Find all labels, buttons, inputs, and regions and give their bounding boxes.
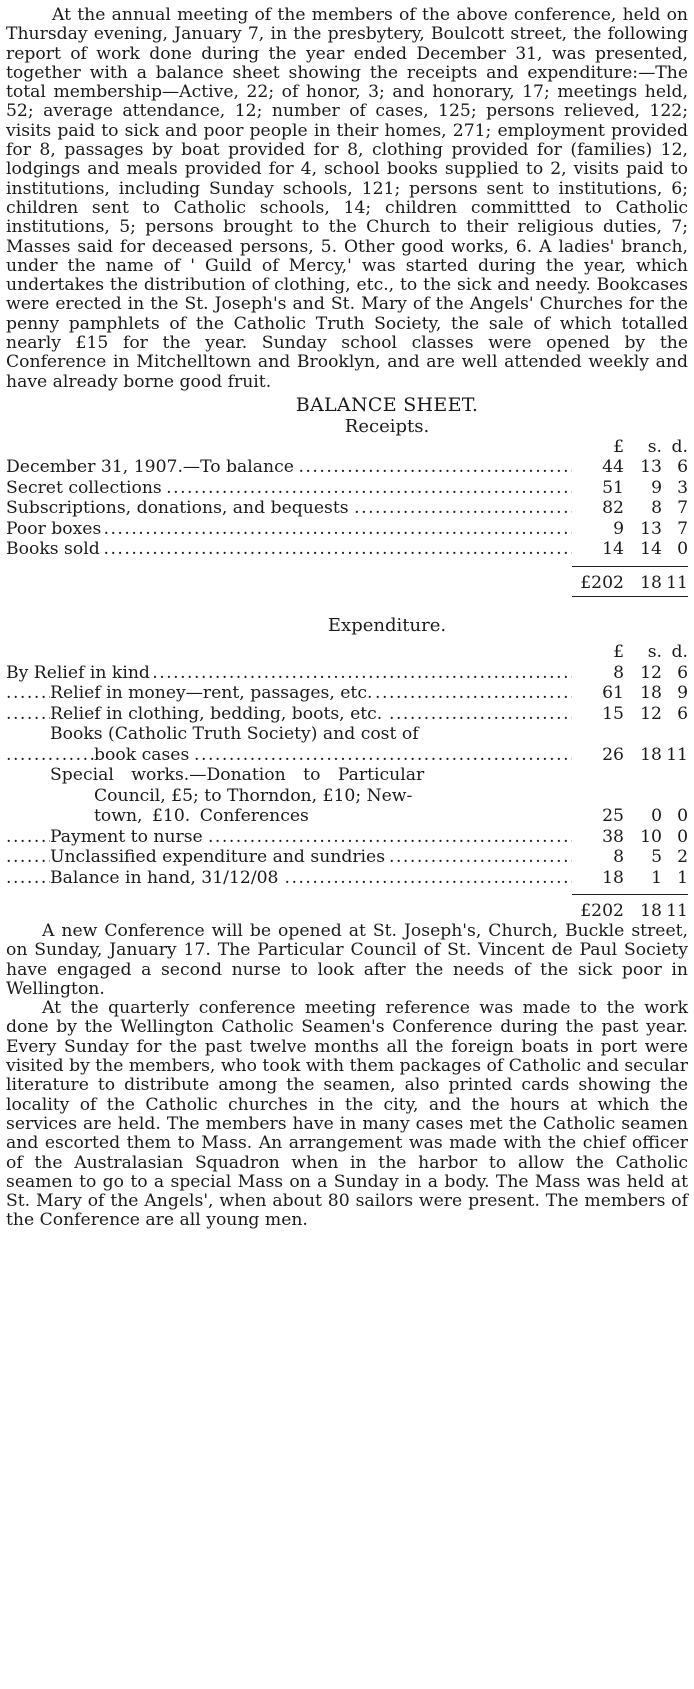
expenditure-row bbox=[6, 847, 688, 868]
pounds-value: 8 bbox=[613, 662, 624, 683]
expenditure-label: Special works.—Donation to Particular bbox=[50, 765, 428, 785]
pence-value: 7 bbox=[677, 518, 688, 539]
pence-header: d. bbox=[671, 436, 688, 457]
pence-value: 6 bbox=[677, 662, 688, 683]
expenditure-label: Payment to nurse bbox=[50, 827, 207, 847]
receipts-table bbox=[6, 437, 688, 598]
currency-header-row bbox=[6, 642, 688, 663]
expenditure-label: By Relief in kind bbox=[6, 663, 154, 683]
expenditure-table bbox=[6, 642, 688, 922]
expenditure-row bbox=[6, 663, 688, 684]
expenditure-row-continued bbox=[6, 745, 688, 766]
expenditure-label-continued: town, £10. Conferences bbox=[94, 806, 313, 826]
pounds-value: 25 bbox=[602, 806, 624, 827]
receipt-label: December 31, 1907.—To balance bbox=[6, 457, 298, 477]
pence-value: 0 bbox=[677, 826, 688, 847]
pence-value: 6 bbox=[677, 457, 688, 478]
total-pounds: £202 bbox=[580, 572, 624, 593]
shillings-value: 10 bbox=[640, 826, 662, 847]
expenditure-row bbox=[6, 724, 688, 745]
expenditure-row-continued bbox=[6, 806, 688, 827]
expenditure-label: Balance in hand, 31/12/08 bbox=[50, 868, 283, 888]
receipt-row bbox=[6, 478, 688, 499]
newspaper-column bbox=[6, 6, 688, 1231]
expenditure-label: Books (Catholic Truth Society) and cost of bbox=[50, 724, 423, 744]
shillings-header: s. bbox=[647, 642, 662, 663]
expenditure-label-continued: Council, £5; to Thorndon, £10; New- bbox=[94, 786, 416, 806]
pence-value: 11 bbox=[666, 744, 688, 765]
new-conference-paragraph: A new Conference will be opened at St. Joseph's, Church, Buckle street, on Sunday, January 17. The Particular Council of St. Vincent de Paul Society have engaged a second nurse to look after the needs of the sick poor in Wellington. bbox=[6, 920, 688, 999]
shillings-value: 0 bbox=[651, 806, 662, 827]
pounds-value: 18 bbox=[602, 867, 624, 888]
total-rule bbox=[572, 596, 688, 597]
pence-value: 6 bbox=[677, 703, 688, 724]
pounds-header: £ bbox=[613, 436, 624, 457]
expenditure-row bbox=[6, 704, 688, 725]
shillings-value: 5 bbox=[651, 847, 662, 868]
expenditure-total-row bbox=[6, 901, 688, 922]
expenditure-row bbox=[6, 827, 688, 848]
total-pounds: £202 bbox=[580, 901, 624, 922]
expenditure-row-continued bbox=[6, 786, 688, 807]
pence-value: 9 bbox=[677, 683, 688, 704]
pounds-value: 8 bbox=[613, 847, 624, 868]
shillings-value: 13 bbox=[640, 518, 662, 539]
shillings-value: 14 bbox=[640, 539, 662, 560]
expenditure-row bbox=[6, 765, 688, 786]
shillings-value: 12 bbox=[640, 662, 662, 683]
pounds-value: 38 bbox=[602, 826, 624, 847]
receipt-label: Poor boxes bbox=[6, 519, 105, 539]
pounds-value: 9 bbox=[613, 518, 624, 539]
total-pence: 11 bbox=[666, 901, 688, 922]
pence-value: 3 bbox=[677, 477, 688, 498]
shillings-value: 9 bbox=[651, 477, 662, 498]
pence-header: d. bbox=[671, 642, 688, 663]
receipt-row bbox=[6, 457, 688, 478]
expenditure-row bbox=[6, 683, 688, 704]
shillings-value: 18 bbox=[640, 683, 662, 704]
shillings-header: s. bbox=[647, 436, 662, 457]
shillings-value: 18 bbox=[640, 744, 662, 765]
receipt-row bbox=[6, 539, 688, 560]
pence-value: 0 bbox=[677, 539, 688, 560]
pounds-value: 15 bbox=[602, 703, 624, 724]
balance-sheet-title: BALANCE SHEET. bbox=[295, 393, 479, 416]
receipts-total-row bbox=[6, 573, 688, 594]
pounds-value: 26 bbox=[602, 744, 624, 765]
expenditure-row bbox=[6, 868, 688, 889]
seamen-conference-paragraph: At the quarterly conference meeting reference was made to the work done by the Wellington Catholic Seamen's Conference during the past year. Every Sunday for the past twelve months all the foreign boats in port were visited by the members, who took with them packages of Catholic and secular literature to distribute among the seamen, also printed cards showing the locality of the Catholic churches in the city, and the hours at which the services are held. The members have in many cases met the Catholic seamen and escorted them to Mass. An arrangement was made with the chief officer of the Australasian Squadron when in the harbor to allow the Catholic seamen to go to a special Mass on a Sunday in a body. The Mass was held at St. Mary of the Angels', when about 80 sailors were present. The members of the Conference are all young men. bbox=[6, 998, 688, 1231]
pence-value: 2 bbox=[677, 847, 688, 868]
pounds-value: 14 bbox=[602, 539, 624, 560]
shillings-value: 1 bbox=[651, 867, 662, 888]
receipt-row bbox=[6, 519, 688, 540]
shillings-value: 8 bbox=[651, 498, 662, 519]
pence-value: 0 bbox=[677, 806, 688, 827]
total-shillings: 18 bbox=[640, 901, 662, 922]
expenditure-label-continued: book cases bbox=[94, 745, 193, 765]
expenditure-label: Relief in money—rent, passages, etc. bbox=[50, 683, 376, 703]
pounds-value: 51 bbox=[602, 477, 624, 498]
shillings-value: 12 bbox=[640, 703, 662, 724]
receipt-label: Books sold bbox=[6, 539, 104, 559]
expenditure-label: Relief in clothing, bedding, boots, etc. bbox=[50, 704, 386, 724]
currency-header-row bbox=[6, 437, 688, 458]
receipt-row bbox=[6, 498, 688, 519]
expenditure-heading: Expenditure. bbox=[327, 615, 447, 637]
pounds-header: £ bbox=[613, 642, 624, 663]
pence-value: 7 bbox=[677, 498, 688, 519]
total-shillings: 18 bbox=[640, 572, 662, 593]
receipt-label: Subscriptions, donations, and bequests bbox=[6, 498, 353, 518]
total-pence: 11 bbox=[666, 572, 688, 593]
receipts-heading: Receipts. bbox=[344, 415, 430, 437]
pounds-value: 61 bbox=[602, 683, 624, 704]
expenditure-label: Unclassified expenditure and sundries bbox=[50, 847, 389, 867]
intro-paragraph: At the annual meeting of the members of the above conference, held on Thursday evening, January 7, in the presbytery, Boulcott street, the following report of work done during the year ended December 31, was presented, together with a balance sheet showing the receipts and expenditure:—The total membership—Active, 22; of honor, 3; and honorary, 17; meetings held, 52; average attendance, 12; number of cases, 125; persons relieved, 122; visits paid to sick and poor people in their homes, 271; employment provided for 8, passages by boat provided for 8, clothing provided for (families) 12, lodgings and meals provided for 4, school books supplied to 2, visits paid to institutions, including Sunday schools, 121; persons sent to institutions, 6; children sent to Catholic schools, 14; children committted to Catholic institutions, 5; persons brought to the Church to their religious duties, 7; Masses said for deceased persons, 5. Other good works, 6. A ladies' branch, under the name of ' Guild of Mercy,' was started during the year, which undertakes the distribution of clothing, etc., to the sick and needy. Bookcases were erected in the St. Joseph's and St. Mary of the Angels' Churches for the penny pamphlets of the Catholic Truth Society, the sale of which totalled nearly £15 for the year. Sunday school classes were opened by the Conference in Mitchelltown and Brooklyn, and are well attended weekly and have already borne good fruit. bbox=[6, 5, 688, 392]
receipt-label: Secret collections bbox=[6, 478, 166, 498]
pounds-value: 44 bbox=[602, 457, 624, 478]
pence-value: 1 bbox=[677, 867, 688, 888]
pounds-value: 82 bbox=[602, 498, 624, 519]
shillings-value: 13 bbox=[640, 457, 662, 478]
